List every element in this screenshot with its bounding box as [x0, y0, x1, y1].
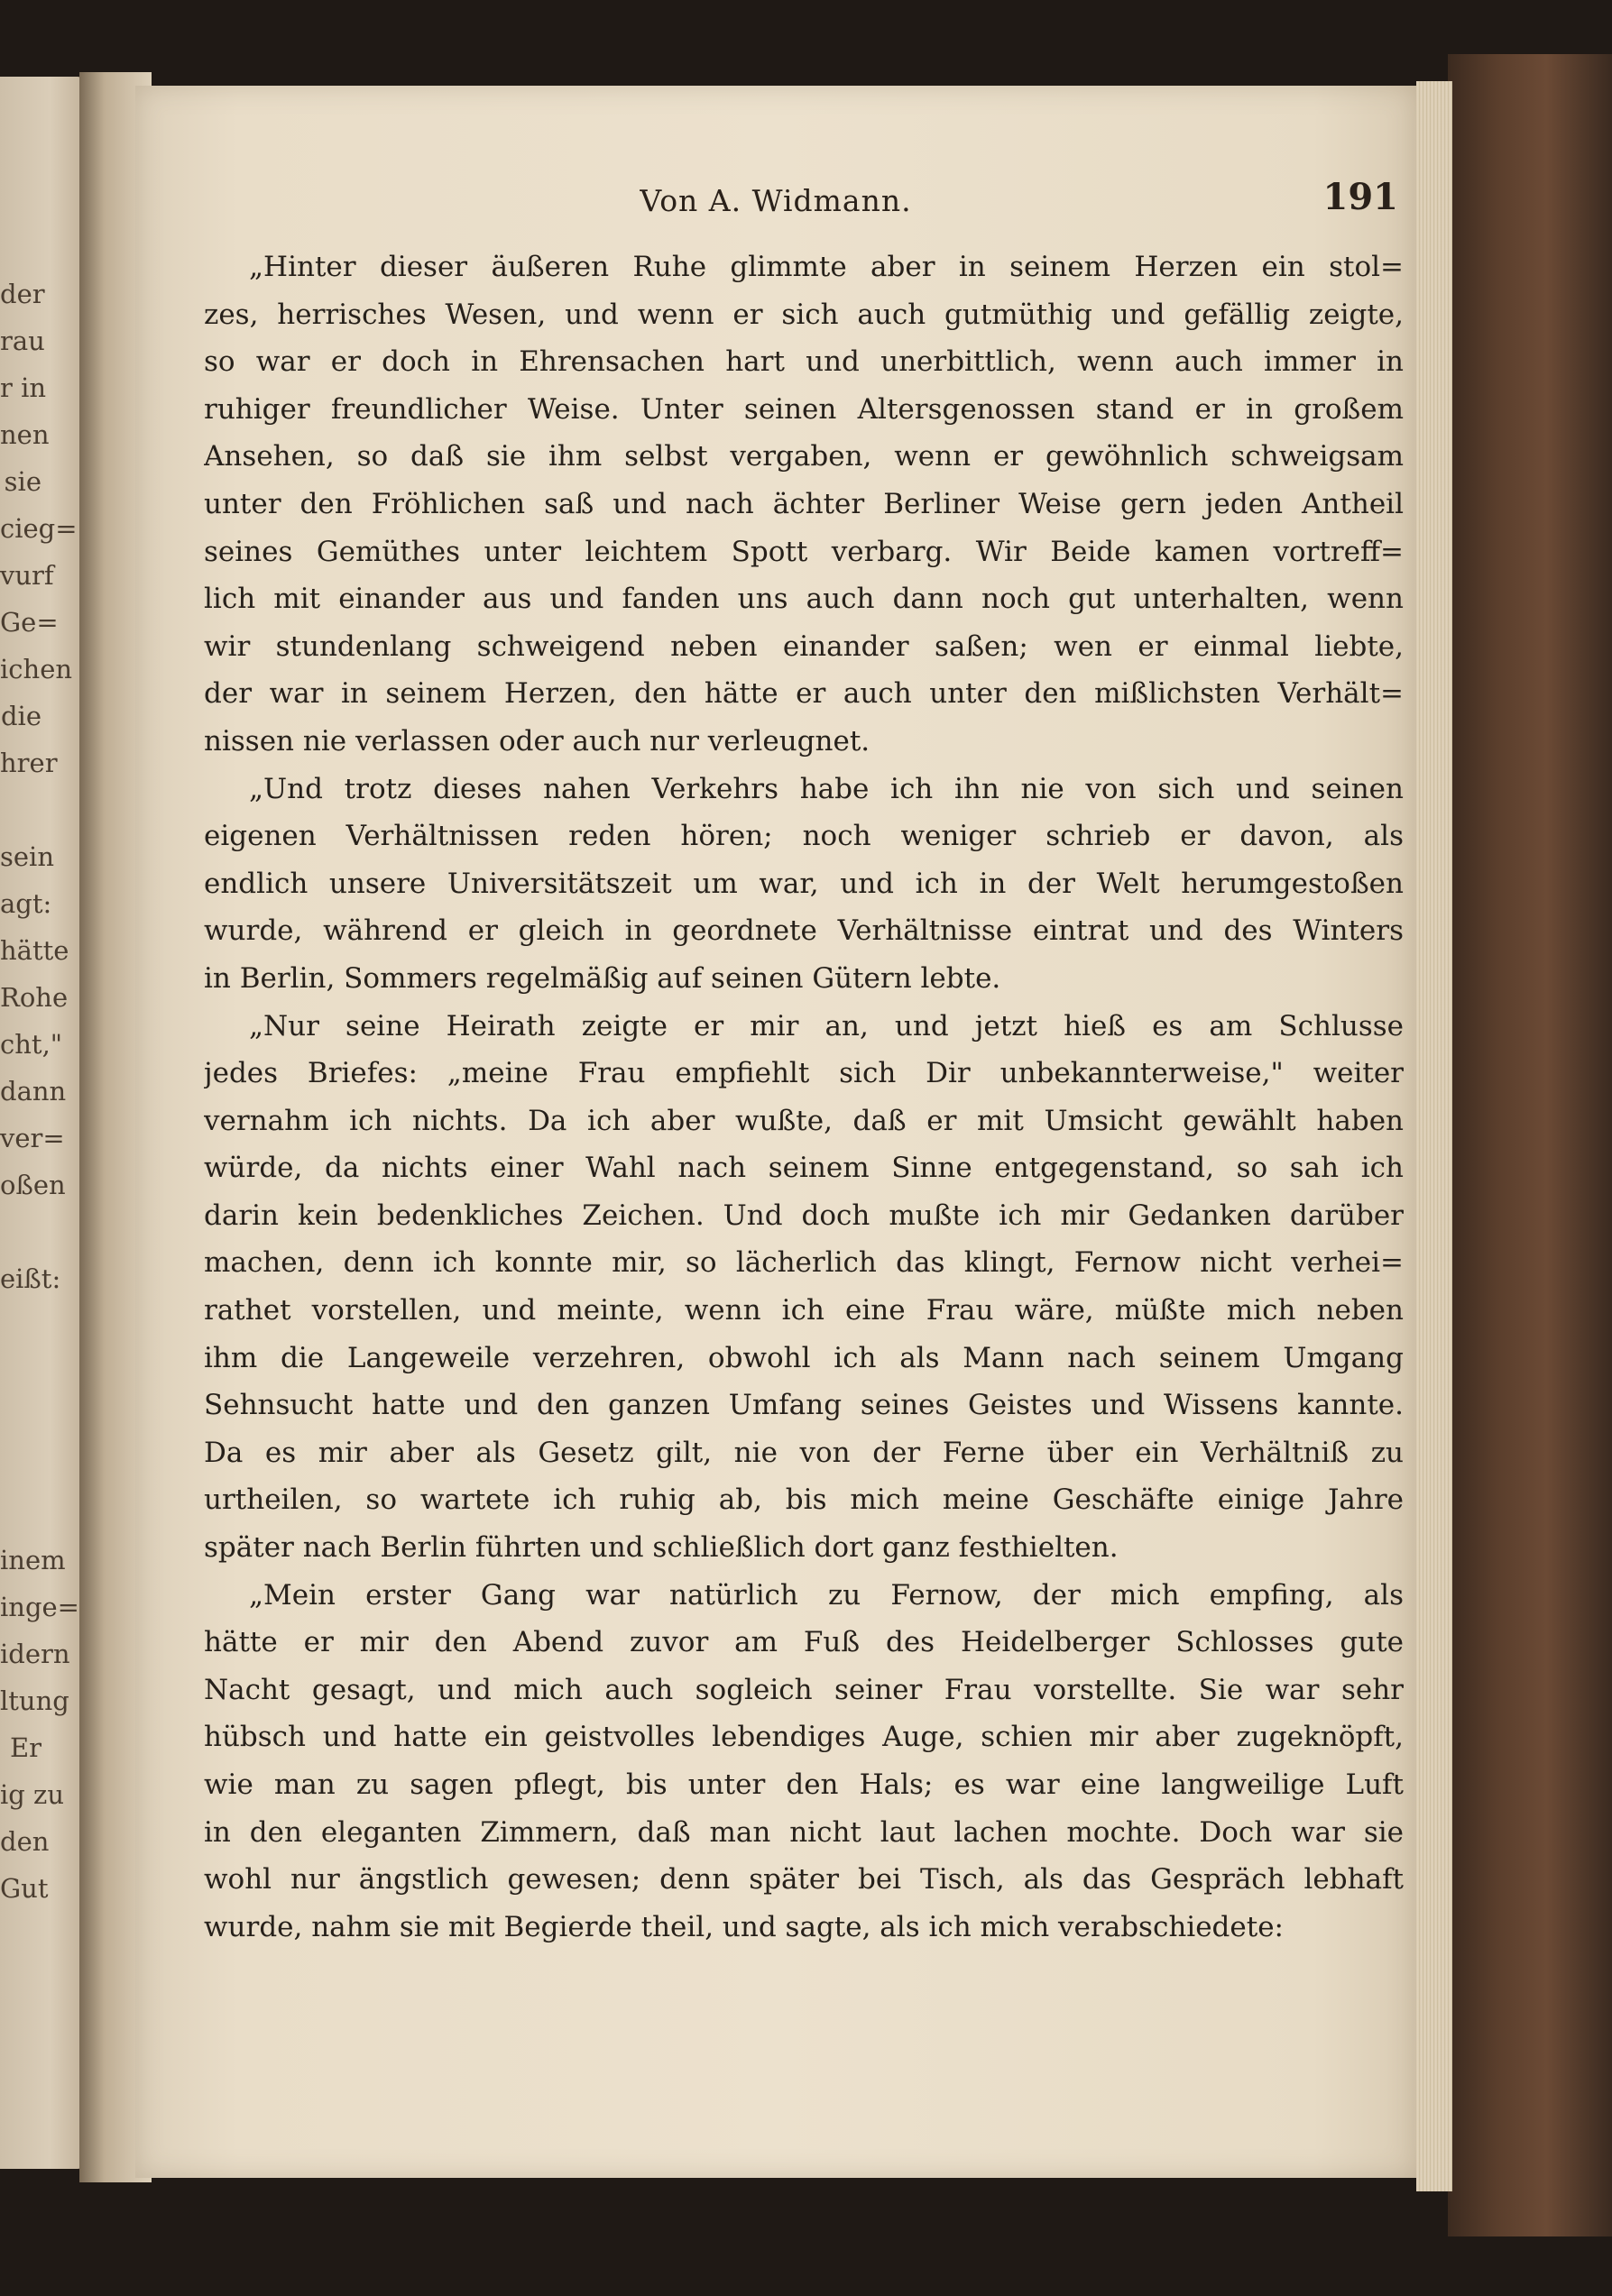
text-line: Nacht gesagt, und mich auch sogleich seiner Frau vorstellte. Sie war sehr	[204, 1673, 1404, 1706]
text-line: jedes Briefes: „meine Frau empfiehlt sich Dir unbekannterweise," weiter	[204, 1057, 1404, 1090]
left-page-line: ig zu	[0, 1779, 65, 1810]
text-line: lich mit einander aus und fanden uns auch dann noch gut unterhalten, wenn	[204, 583, 1404, 616]
text-line: wir stundenlang schweigend neben einander saßen; wen er einmal liebte,	[204, 629, 1404, 663]
text-line: hübsch und hatte ein geistvolles lebendiges Auge, schien mir aber zugeknöpft,	[204, 1721, 1404, 1754]
text-line: in den eleganten Zimmern, daß man nicht laut lachen mochte. Doch war sie	[204, 1815, 1404, 1849]
text-line: nissen nie verlassen oder auch nur verleugnet.	[204, 724, 870, 758]
left-page-line	[0, 1302, 83, 1349]
left-page-line: der	[0, 279, 45, 309]
left-page	[0, 77, 83, 2169]
left-page-line: den	[0, 1826, 50, 1857]
text-line: wurde, nahm sie mit Begierde theil, und sagte, als ich mich verabschiedete:	[204, 1910, 1284, 1943]
text-line: machen, denn ich konnte mir, so lächerlich das klingt, Fernow nicht verhei=	[204, 1246, 1404, 1280]
left-page-line: sein	[0, 841, 54, 872]
text-line: wie man zu sagen pflegt, bis unter den Hals; es war eine langweilige Luft	[204, 1768, 1404, 1801]
left-page-line: Ge=	[0, 607, 59, 638]
left-page-line: sie	[4, 466, 41, 497]
text-line: würde, da nichts einer Wahl nach seinem Sinne entgegenstand, so sah ich	[204, 1152, 1404, 1185]
left-page-line	[0, 1396, 83, 1443]
text-line: „Hinter dieser äußeren Ruhe glimmte aber in seinem Herzen ein stol=	[249, 251, 1404, 283]
left-page-line: inem	[0, 1545, 66, 1575]
text-line: „Und trotz dieses nahen Verkehrs habe ich ihn nie von sich und seinen	[249, 772, 1404, 805]
text-line: so war er doch in Ehrensachen hart und unerbittlich, wenn auch immer in	[204, 345, 1404, 379]
left-page-line: vurf	[0, 560, 54, 591]
left-page-line: agt:	[0, 888, 52, 919]
text-line: Sehnsucht hatte und den ganzen Umfang seines Geistes und Wissens kannte.	[204, 1389, 1404, 1422]
page-number: 191	[1322, 176, 1398, 218]
text-line: endlich unsere Universitätszeit um war, und ich in der Welt herumgestoßen	[204, 867, 1404, 900]
left-page-line: ltung	[0, 1685, 69, 1716]
left-page-line: Er	[9, 1732, 41, 1763]
left-page-line	[0, 1349, 83, 1396]
left-page-line	[0, 1208, 83, 1255]
right-page	[135, 86, 1416, 2178]
left-page-line: idern	[0, 1639, 70, 1669]
text-line: Da es mir aber als Gesetz gilt, nie von der Ferne über ein Verhältniß zu	[204, 1436, 1404, 1469]
book-cover-edge	[1448, 54, 1612, 2236]
text-line: vernahm ich nichts. Da ich aber wußte, daß er mit Umsicht gewählt haben	[204, 1104, 1404, 1137]
left-page-text	[0, 271, 83, 1912]
left-page-line: eißt:	[0, 1263, 61, 1294]
text-line: urtheilen, so wartete ich ruhig ab, bis mich meine Geschäfte einige Jahre	[204, 1483, 1404, 1517]
text-line: der war in seinem Herzen, den hätte er auch unter den mißlichsten Verhält=	[204, 677, 1404, 711]
text-line: wohl nur ängstlich gewesen; denn später bei Tisch, als das Gespräch lebhaft	[204, 1863, 1404, 1896]
left-page-line: cht,"	[0, 1029, 63, 1060]
left-page-line: die	[0, 701, 41, 731]
left-page-line: rau	[0, 326, 45, 356]
text-line: in Berlin, Sommers regelmäßig auf seinen Gütern lebte.	[204, 961, 1001, 995]
page-stack-edge	[1416, 81, 1452, 2191]
text-line: „Mein erster Gang war natürlich zu Fernow, der mich empfing, als	[249, 1578, 1404, 1612]
left-page-line	[0, 786, 83, 833]
left-page-line: ver=	[0, 1123, 65, 1153]
running-head: Von A. Widmann.	[640, 183, 912, 218]
left-page-line: Rohe	[0, 982, 69, 1013]
left-page-line: cieg=	[0, 513, 78, 544]
text-line: darin kein bedenkliches Zeichen. Und doch mußte ich mir Gedanken darüber	[204, 1199, 1404, 1232]
text-line: eigenen Verhältnissen reden hören; noch weniger schrieb er davon, als	[204, 820, 1404, 853]
left-page-line: oßen	[0, 1170, 66, 1200]
body-text	[204, 243, 1404, 1951]
left-page-line: hätte	[0, 935, 69, 966]
text-line: zes, herrisches Wesen, und wenn er sich auch gutmüthig und gefällig zeigte,	[204, 298, 1404, 331]
left-page-line	[0, 1490, 83, 1537]
text-line: hätte er mir den Abend zuvor am Fuß des Heidelberger Schlosses gute	[204, 1626, 1404, 1659]
text-line: unter den Fröhlichen saß und nach ächter Berliner Weise gern jeden Antheil	[204, 487, 1404, 520]
left-page-line: hrer	[0, 748, 58, 778]
left-page-line: inge=	[0, 1592, 79, 1622]
left-page-line: dann	[0, 1076, 67, 1107]
text-line: ihm die Langeweile verzehren, obwohl ich als Mann nach seinem Umgang	[204, 1341, 1404, 1374]
left-page-line: ichen	[0, 654, 73, 684]
text-line: ruhiger freundlicher Weise. Unter seinen Altersgenossen stand er in großem	[204, 392, 1404, 426]
left-page-line: r in	[0, 372, 47, 403]
left-page-line: nen	[0, 419, 50, 450]
text-line: Ansehen, so daß sie ihm selbst vergaben, wenn er gewöhnlich schweigsam	[204, 440, 1404, 473]
text-line: „Nur seine Heirath zeigte er mir an, und jetzt hieß es am Schlusse	[249, 1009, 1404, 1042]
text-line: seines Gemüthes unter leichtem Spott verbarg. Wir Beide kamen vortreff=	[204, 535, 1404, 568]
text-line: wurde, während er gleich in geordnete Verhältnisse eintrat und des Winters	[204, 914, 1404, 948]
text-line: rathet vorstellen, und meinte, wenn ich eine Frau wäre, müßte mich neben	[204, 1294, 1404, 1327]
text-line: später nach Berlin führten und schließlich dort ganz festhielten.	[204, 1531, 1119, 1565]
left-page-line: Gut	[0, 1873, 49, 1904]
left-page-line	[0, 1443, 83, 1490]
